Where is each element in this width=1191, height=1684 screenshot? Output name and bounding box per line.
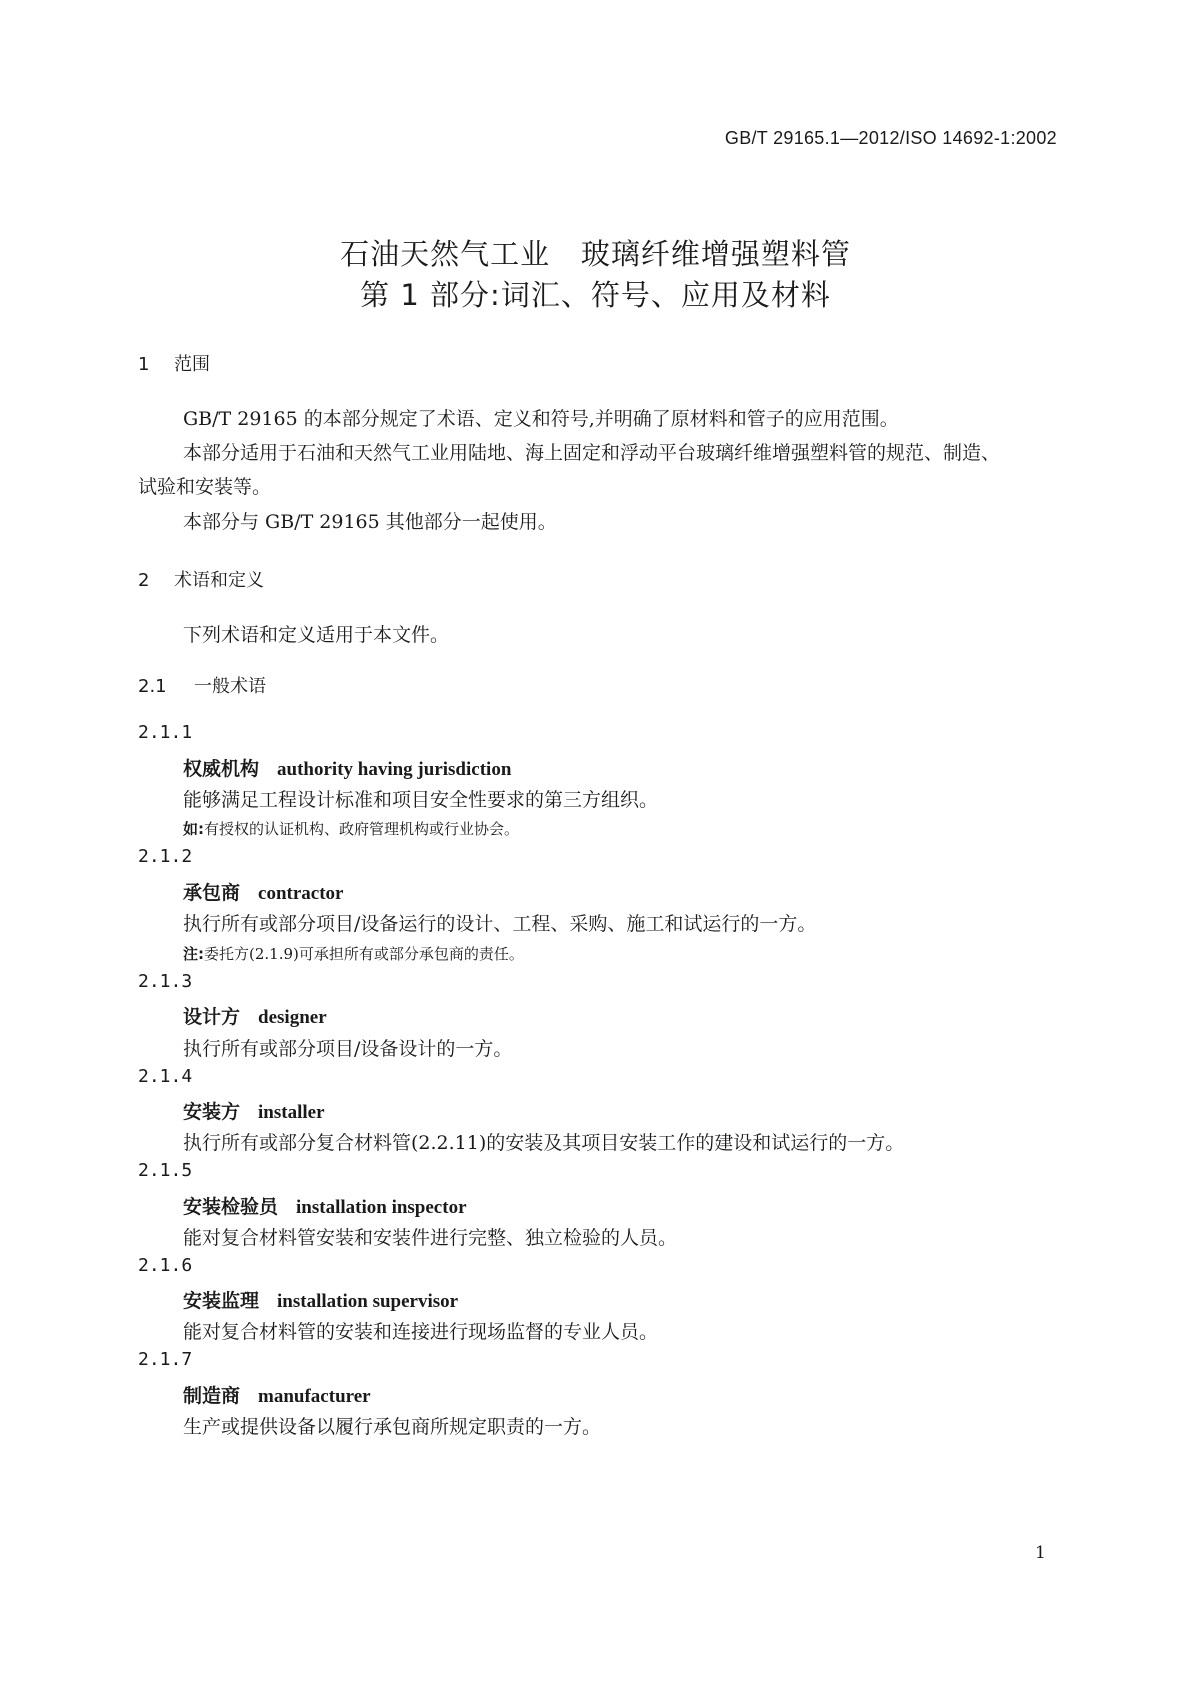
note-text: 有授权的认证机构、政府管理机构或行业协会。 [204,820,520,838]
term-zh: 安装方 [183,1101,241,1123]
section-1-heading [138,350,210,376]
term-en: manufacturer [258,1386,371,1407]
term-en: designer [258,1007,327,1028]
section-title: 范围 [174,354,210,375]
term-zh: 安装监理 [183,1290,260,1312]
section-1-paragraph-2-cont: 试验和安装等。 [138,476,272,498]
term-number: 2.1.7 [138,1349,193,1370]
page-number: 1 [1035,1543,1046,1563]
term-zh: 设计方 [183,1006,241,1028]
term-heading [183,1002,327,1029]
section-2-intro: 下列术语和定义适用于本文件。 [183,624,450,646]
term-number: 2.1.2 [138,846,193,867]
term-definition: 能对复合材料管安装和安装件进行完整、独立检验的人员。 [183,1227,678,1249]
section-1-paragraph-3: 本部分与 GB/T 29165 其他部分一起使用。 [183,511,557,533]
note-text: 委托方(2.1.9)可承担所有或部分承包商的责任。 [204,945,524,963]
term-definition: 执行所有或部分项目/设备设计的一方。 [183,1038,513,1060]
term-en: installer [258,1102,325,1123]
section-1-paragraph-2: 本部分适用于石油和天然气工业用陆地、海上固定和浮动平台玻璃纤维增强塑料管的规范、制造、 [183,442,1001,464]
term-zh: 制造商 [183,1385,241,1407]
term-zh: 安装检验员 [183,1196,279,1218]
term-definition: 能够满足工程设计标准和项目安全性要求的第三方组织。 [183,789,659,811]
term-definition: 生产或提供设备以履行承包商所规定职责的一方。 [183,1416,602,1438]
section-number: 2 [138,570,150,591]
section-2-heading [138,566,264,592]
section-title: 一般术语 [194,676,266,697]
title-line-1: 石油天然气工业 玻璃纤维增强塑料管 [340,237,851,271]
section-1-paragraph-1: GB/T 29165 的本部分规定了术语、定义和符号,并明确了原材料和管子的应用范围。 [183,408,899,430]
term-number: 2.1.4 [138,1066,193,1087]
section-number: 1 [138,354,150,375]
term-zh: 权威机构 [183,758,260,780]
section-number: 2.1 [138,676,167,697]
term-definition: 能对复合材料管的安装和连接进行现场监督的专业人员。 [183,1321,659,1343]
term-en: authority having jurisdiction [277,759,512,780]
term-definition: 执行所有或部分项目/设备运行的设计、工程、采购、施工和试运行的一方。 [183,913,817,935]
term-definition: 执行所有或部分复合材料管(2.2.11)的安装及其项目安装工作的建设和试运行的一方。 [183,1132,905,1154]
term-heading [183,1192,467,1219]
term-heading [183,754,511,781]
term-heading [183,1097,325,1124]
term-heading [183,1381,371,1408]
note-label: 注: [183,945,204,963]
term-en: installation supervisor [277,1291,459,1312]
term-number: 2.1.1 [138,722,193,743]
standard-number: GB/T 29165.1—2012/ISO 14692-1:2002 [724,128,1057,148]
section-2-1-heading [138,672,266,698]
section-title: 术语和定义 [174,570,264,591]
term-heading [183,878,343,905]
term-note [183,943,524,964]
title-line-2: 第 1 部分:词汇、符号、应用及材料 [360,278,831,312]
term-en: installation inspector [296,1197,467,1218]
term-number: 2.1.5 [138,1160,193,1181]
term-heading [183,1286,458,1313]
note-label: 如: [183,820,204,838]
term-number: 2.1.6 [138,1255,193,1276]
term-zh: 承包商 [183,882,241,904]
term-number: 2.1.3 [138,971,193,992]
term-example [183,818,519,839]
term-en: contractor [258,883,344,904]
